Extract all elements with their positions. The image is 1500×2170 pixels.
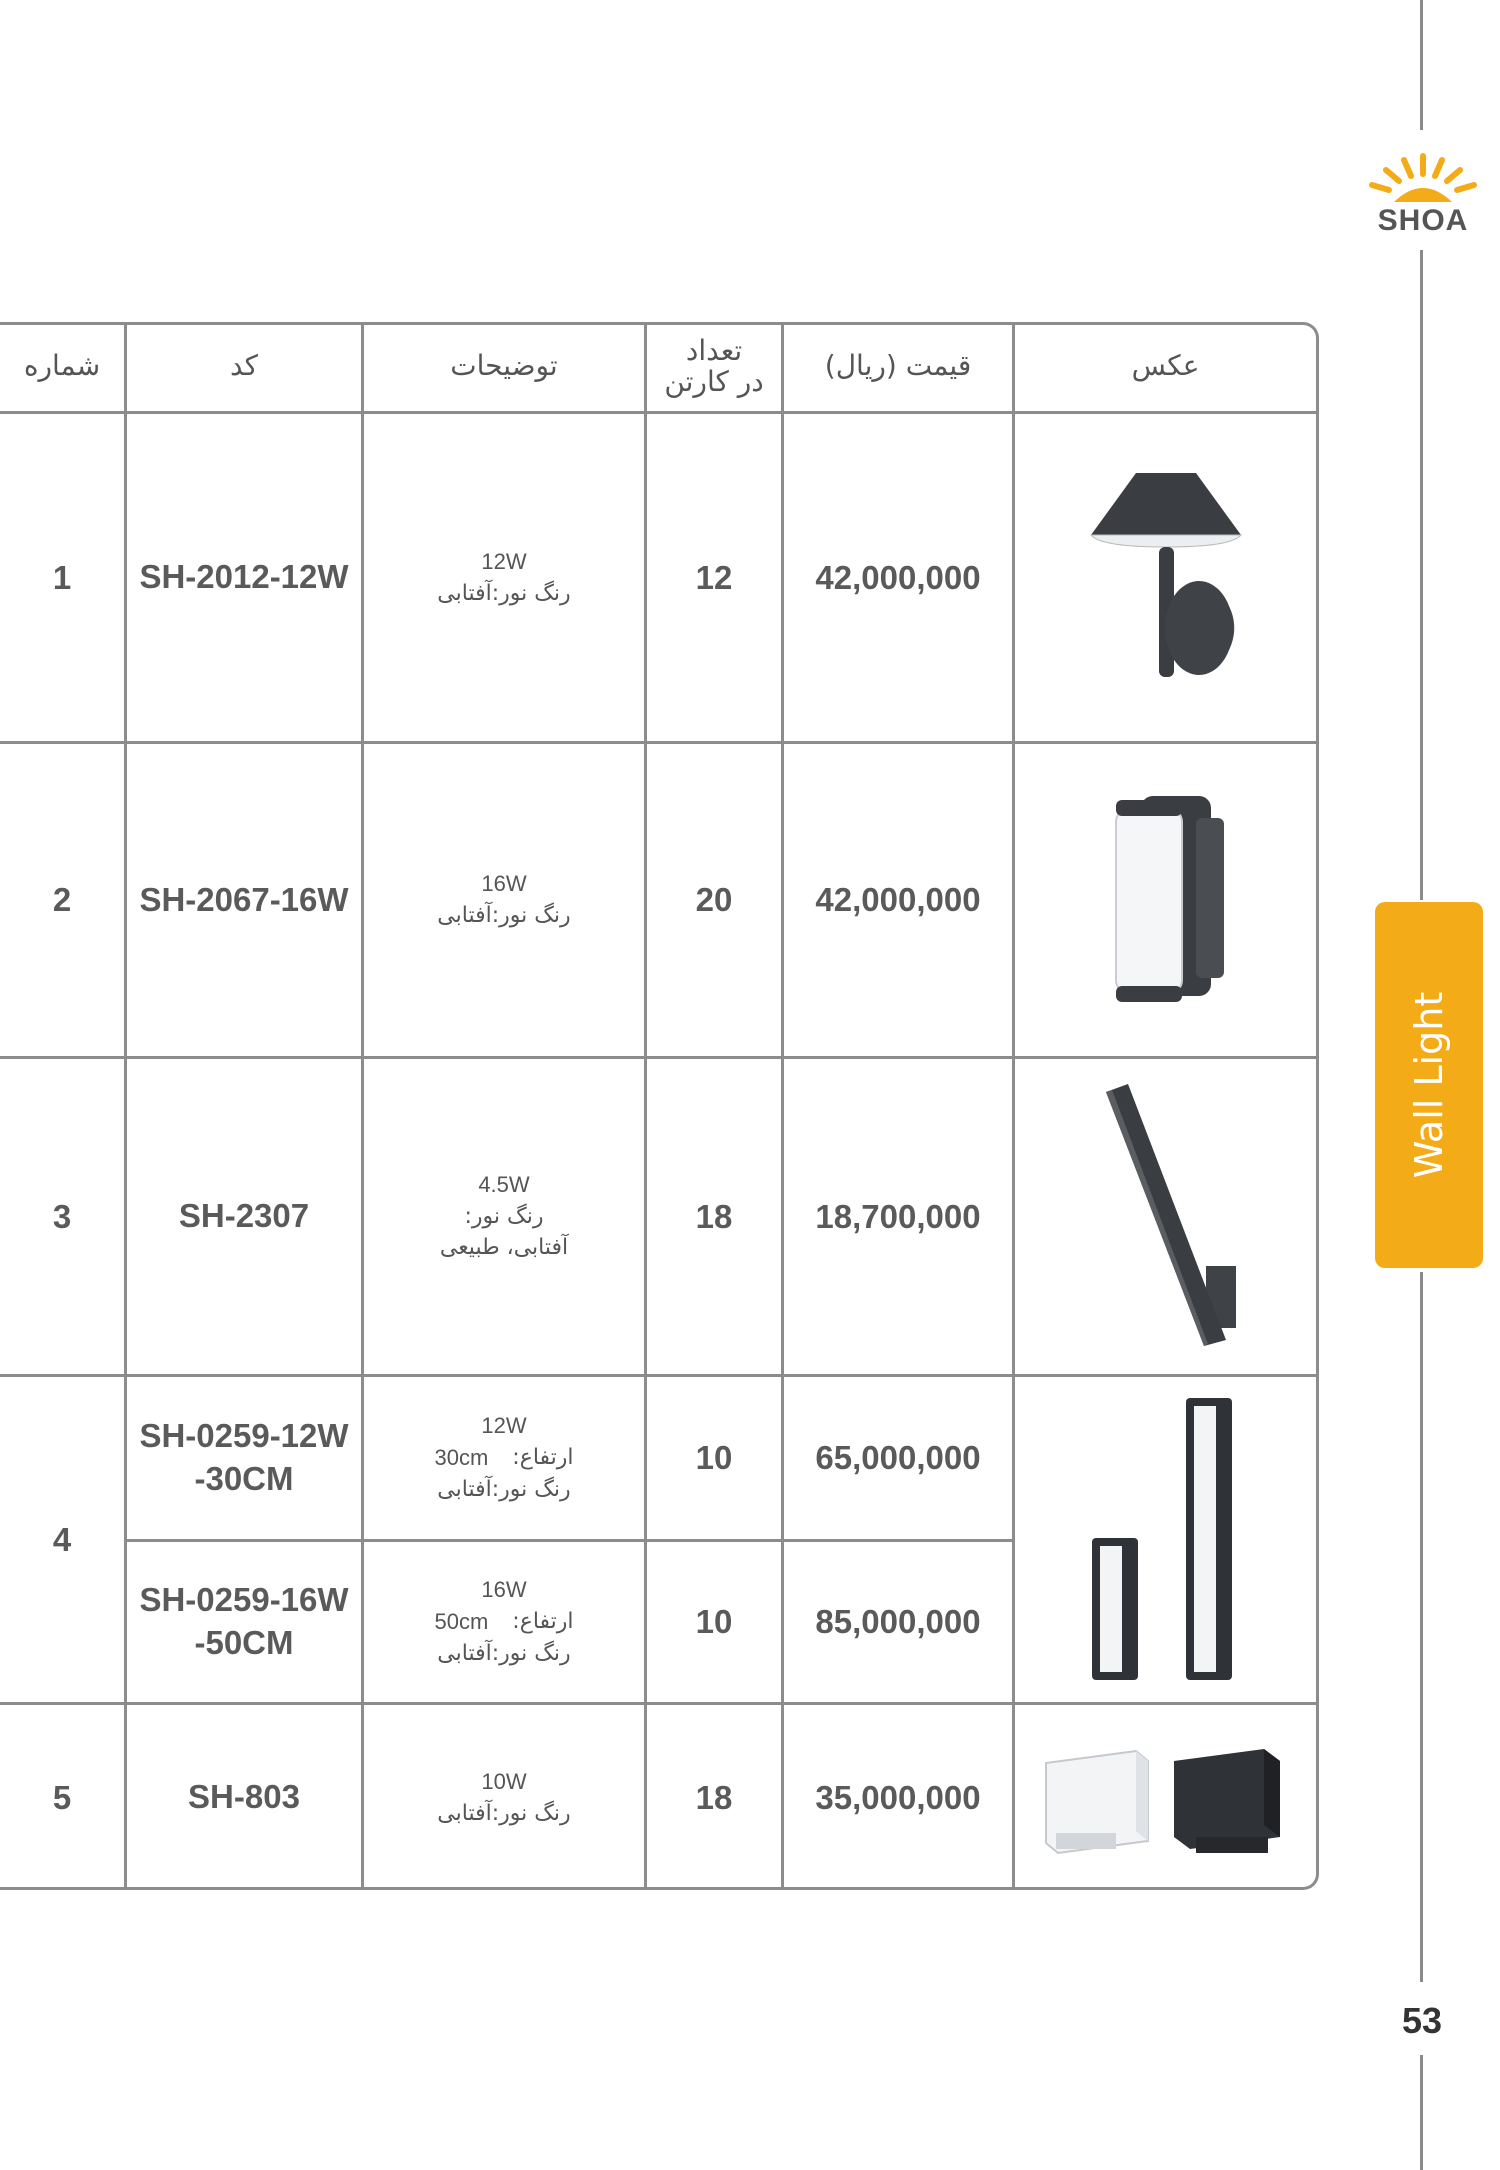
row-height (434, 1442, 573, 1474)
header-code: کد (229, 349, 259, 383)
row-height (434, 1606, 573, 1638)
row-code: SH-2012-12W (139, 558, 349, 596)
row-number: 3 (52, 1197, 72, 1235)
row-description (364, 1377, 644, 1539)
margin-line (1420, 0, 1423, 130)
brand-name: SHOA (1377, 204, 1469, 237)
row-carton: 10 (695, 1439, 733, 1476)
product-photo (1015, 414, 1316, 741)
vertical-bar-wall-lamps-icon (1066, 1390, 1266, 1690)
row-code-line1: SH-0259-16W (139, 1581, 349, 1619)
row-code-line1: SH-0259-12W (139, 1417, 349, 1455)
product-photo (1015, 744, 1316, 1056)
row-wattage: 10W (481, 1768, 527, 1794)
product-photo (1015, 1377, 1316, 1702)
header-carton-line2: در کارتن (664, 364, 764, 398)
page-number: 53 (1401, 2000, 1443, 2041)
header-number: شماره (23, 349, 101, 383)
row-carton: 18 (695, 1778, 733, 1816)
row-code: SH-803 (188, 1778, 300, 1816)
row-carton: 18 (695, 1197, 733, 1235)
row-light-color: رنگ نور:آفتابی (437, 580, 571, 606)
row-light-color: رنگ نور:آفتابی (437, 1476, 571, 1502)
brand-logo (1360, 148, 1486, 238)
row-number: 5 (52, 1778, 72, 1816)
row-carton: 20 (695, 881, 733, 918)
row-height-value: 50cm (434, 1609, 489, 1635)
margin-line (1420, 1272, 1423, 1982)
row-price: 18,700,000 (815, 1197, 981, 1235)
header-carton (647, 322, 781, 411)
header-price: قیمت (ریال) (824, 349, 972, 383)
margin-line (1420, 2055, 1423, 2170)
row-light-color: آفتابی، طبیعی (439, 1235, 569, 1261)
row-price: 35,000,000 (815, 1778, 981, 1816)
row-code (127, 1377, 361, 1539)
row-description (364, 414, 644, 741)
row-description (364, 1059, 644, 1374)
row-height-value: 30cm (434, 1445, 489, 1471)
margin-line (1420, 250, 1423, 900)
row-light-color: رنگ نور:آفتابی (437, 1640, 571, 1666)
cylinder-wall-lamp-icon (1096, 790, 1236, 1010)
row-light-color: رنگ نور:آفتابی (437, 1800, 571, 1826)
row-number: 2 (52, 881, 72, 918)
row-wattage: 12W (481, 1413, 527, 1439)
section-tab-label: Wall Light (1407, 991, 1451, 1179)
product-photo (1015, 1705, 1316, 1890)
row-description (364, 744, 644, 1056)
row-price: 42,000,000 (815, 881, 981, 918)
header-photo: عکس (1131, 349, 1200, 383)
sun-icon (1360, 148, 1486, 208)
cube-wall-lamps-icon (1036, 1733, 1296, 1863)
row-code (127, 1542, 361, 1702)
row-price: 85,000,000 (815, 1603, 981, 1640)
product-photo (1015, 1059, 1316, 1374)
row-code: SH-2067-16W (139, 880, 349, 918)
row-number: 4 (52, 1520, 72, 1558)
row-light-color-label: رنگ نور: (464, 1203, 544, 1229)
row-wattage: 16W (481, 1577, 527, 1603)
row-carton: 12 (695, 558, 733, 596)
row-code: SH-2307 (178, 1197, 310, 1235)
row-light-color: رنگ نور:آفتابی (437, 903, 571, 928)
header-carton-line1: تعداد (685, 333, 743, 367)
row-code-line2: -30CM (194, 1460, 294, 1497)
row-wattage: 12W (481, 548, 527, 574)
row-price: 42,000,000 (815, 558, 981, 596)
row-wattage: 16W (481, 871, 527, 897)
row-description (364, 1705, 644, 1890)
header-description: توضیحات (450, 349, 558, 383)
row-height-label: ارتفاع: (512, 1445, 574, 1471)
row-price: 65,000,000 (815, 1439, 981, 1476)
cone-shade-wall-lamp-icon (1081, 463, 1251, 693)
row-carton: 10 (695, 1603, 733, 1640)
row-wattage: 4.5W (478, 1171, 530, 1197)
row-description (364, 1542, 644, 1702)
row-code-line2: -50CM (194, 1624, 294, 1661)
row-number: 1 (52, 558, 72, 596)
row-height-label: ارتفاع: (512, 1609, 574, 1635)
section-tab (1375, 902, 1483, 1268)
slanted-bar-wall-lamp-icon (1086, 1082, 1246, 1352)
